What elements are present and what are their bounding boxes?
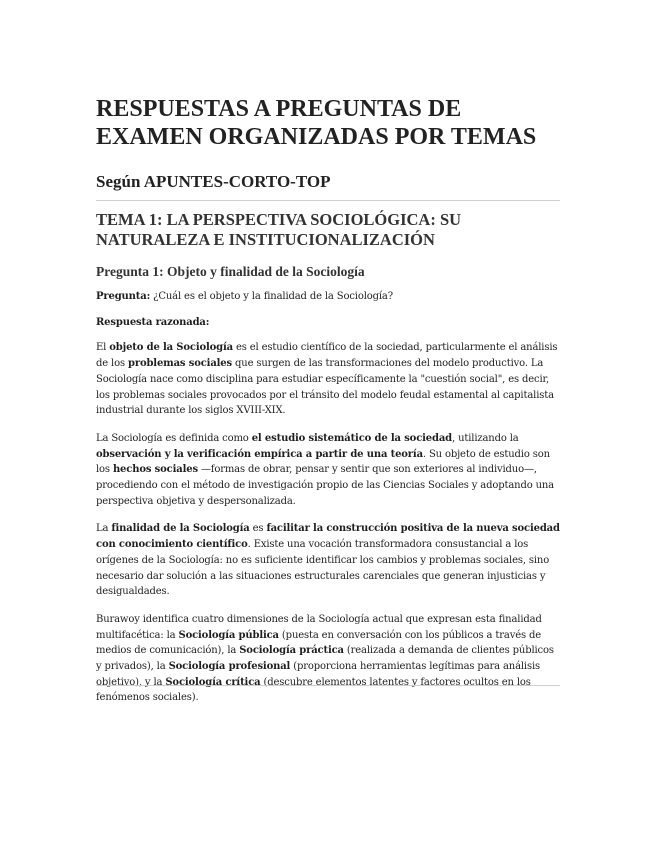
text-run: (puesta en conversación con los públicos a través de medios de comunicación), la xyxy=(96,629,542,657)
text-run: Burawoy identifica cuatro dimensiones de la Sociología actual que expresan esta finalidad multifacética: la xyxy=(96,613,542,641)
divider-bottom xyxy=(96,685,560,686)
bold-run: hechos sociales xyxy=(112,464,198,476)
text-run: , utilizando la xyxy=(452,432,519,444)
text-run: es el estudio científico de la sociedad, particularmente el análisis de los xyxy=(96,342,558,370)
pregunta-heading: Pregunta 1: Objeto y finalidad de la Sociología xyxy=(96,264,365,279)
text-run: . Su objeto de estudio son los xyxy=(96,448,550,476)
answer-label-line xyxy=(96,315,560,331)
text-run: (realizada a demanda de clientes públicos y privados), la xyxy=(96,645,554,673)
text-run: La Sociología es definida como xyxy=(96,432,252,444)
question-line xyxy=(96,289,560,305)
paragraph-objeto xyxy=(96,340,560,419)
document-subtitle: Según APUNTES-CORTO-TOP xyxy=(96,172,331,191)
bold-run: problemas sociales xyxy=(127,358,232,370)
tema-heading: TEMA 1: LA PERSPECTIVA SOCIOLÓGICA: SU NATURALEZA E INSTITUCIONALIZACIÓN xyxy=(96,210,462,249)
divider-top xyxy=(96,200,560,201)
text-run: La xyxy=(96,523,112,535)
text-run: (proporciona herramientas legítimas para análisis objetivo), y la xyxy=(96,661,540,688)
question-text: ¿Cuál es el objeto y la finalidad de la Sociología? xyxy=(150,291,393,302)
bold-run: Sociología crítica xyxy=(165,676,261,688)
bold-run: finalidad de la Sociología xyxy=(111,523,250,535)
bold-run: facilitar la construcción positiva de la nueva sociedad con conocimiento científico xyxy=(96,523,560,551)
bold-run: Sociología pública xyxy=(178,629,279,641)
document-title: RESPUESTAS A PREGUNTAS DE EXAMEN ORGANIZADAS POR TEMAS xyxy=(96,96,537,150)
bold-run: Sociología profesional xyxy=(168,661,291,673)
paragraph-burawoy xyxy=(96,612,560,706)
paragraph-definicion xyxy=(96,431,560,510)
answer-label: Respuesta razonada: xyxy=(96,316,210,328)
paragraph-finalidad xyxy=(96,521,560,600)
text-run: —formas de obrar, pensar y sentir que son exteriores al individuo—, procediendo con el método de investigación propio de las Ciencias Sociales y adoptando una perspectiva objetiva y despersonalizada. xyxy=(96,464,554,507)
answer-content xyxy=(96,289,560,718)
bold-run: observación y la verificación empírica a partir de una teoría xyxy=(96,448,423,460)
bold-run: el estudio sistemático de la sociedad xyxy=(251,432,453,444)
text-run: que surgen de las transformaciones del modelo productivo. La Sociología nace como disciplina para estudiar específicamente la "cuestión social", es decir, los problemas sociales provocados por el tránsito del modelo feudal estamental al capitalista industrial durante los siglos XVIII-XIX. xyxy=(96,358,554,417)
text-run: es xyxy=(249,523,267,535)
question-label: Pregunta: xyxy=(96,291,151,302)
bold-run: Sociología práctica xyxy=(239,645,344,657)
text-run: . Existe una vocación transformadora consustancial a los orígenes de la Sociología: no es suficiente identificar los cambios y problemas sociales, sino necesario dar solución a las situaciones estructurales carenciales que generan injusticias y desigualdades. xyxy=(96,539,550,598)
bold-run: objeto de la Sociología xyxy=(109,342,233,354)
text-run: (descubre elementos latentes y factores ocultos en los fenómenos sociales). xyxy=(96,676,531,704)
text-run: El xyxy=(96,342,110,354)
